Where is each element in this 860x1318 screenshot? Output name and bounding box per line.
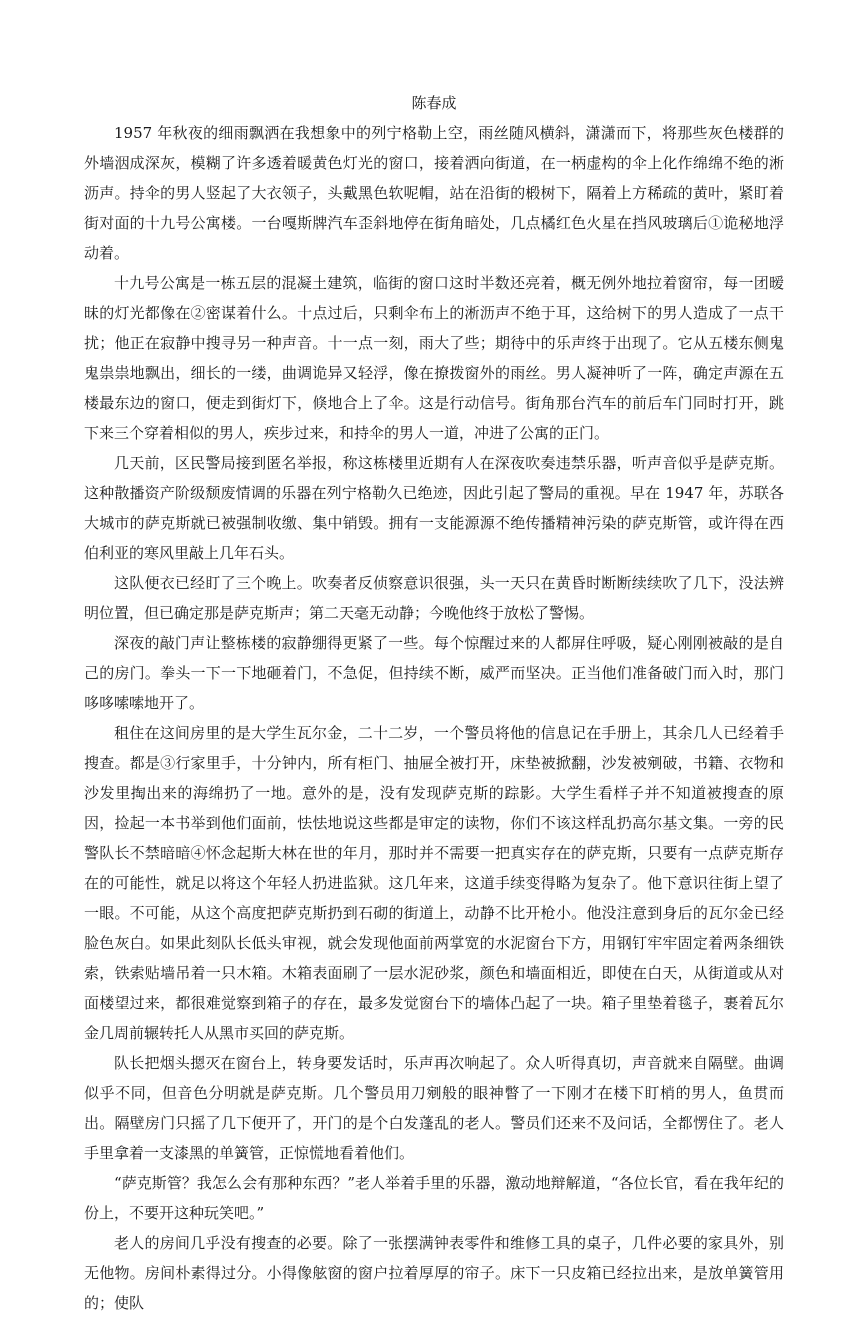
paragraph-4: 这队便衣已经盯了三个晚上。吹奏者反侦察意识很强，头一天只在黄昏时断断续续吹了几下，没法辨明位置，但已确定那是萨克斯声；第二天毫无动静；今晚他终于放松了警惕。	[84, 574, 784, 622]
paragraph-8: “萨克斯管？我怎么会有那种东西？”老人举着手里的乐器，激动地辩解道，“各位长官，看在我年纪的份上，不要开这种玩笑吧。”	[84, 1174, 784, 1222]
paragraph-1: 1957 年秋夜的细雨飘洒在我想象中的列宁格勒上空，雨丝随风横斜，潇潇而下，将那些灰色楼群的外墙洇成深灰，模糊了许多透着暖黄色灯光的窗口，接着洒向街道，在一柄虚构的伞上化作绵绵不绝的淅沥声。持伞的男人竖起了大衣领子，头戴黑色软呢帽，站在沿街的椴树下，隔着上方稀疏的黄叶，紧盯着街对面的十九号公寓楼。一台嘎斯牌汽车歪斜地停在街角暗处，几点橘红色火星在挡风玻璃后①诡秘地浮动着。	[84, 124, 784, 262]
paragraph-9: 老人的房间几乎没有搜查的必要。除了一张摆满钟表零件和维修工具的桌子，几件必要的家具外，别无他物。房间朴素得过分。小得像舷窗的窗户拉着厚厚的帘子。床下一只皮箱已经拉出来，是放单簧管用的；使队	[84, 1234, 784, 1312]
paragraph-7: 队长把烟头摁灭在窗台上，转身要发话时，乐声再次响起了。众人听得真切，声音就来自隔壁。曲调似乎不同，但音色分明就是萨克斯。几个警员用刀剜般的眼神瞥了一下刚才在楼下盯梢的男人，鱼贯而出。隔壁房门只摇了几下便开了，开门的是个白发蓬乱的老人。警员们还来不及问话，全都愣住了。老人手里拿着一支漆黑的单簧管，正惊慌地看着他们。	[84, 1054, 784, 1162]
paragraph-2: 十九号公寓是一栋五层的混凝土建筑，临街的窗口这时半数还亮着，概无例外地拉着窗帘，每一团暧昧的灯光都像在②密谋着什么。十点过后，只剩伞布上的淅沥声不绝于耳，这给树下的男人造成了一点干扰；他正在寂静中搜寻另一种声音。十一点一刻，雨大了些；期待中的乐声终于出现了。它从五楼东侧鬼鬼祟祟地飘出，细长的一缕，曲调诡异又轻浮，像在撩拨窗外的雨丝。男人凝神听了一阵，确定声源在五楼最东边的窗口，便走到街灯下，倏地合上了伞。这是行动信号。街角那台汽车的前后车门同时打开，跳下来三个穿着相似的男人，疾步过来，和持伞的男人一道，冲进了公寓的正门。	[84, 274, 784, 442]
paragraph-6: 租住在这间房里的是大学生瓦尔金，二十二岁，一个警员将他的信息记在手册上，其余几人已经着手搜查。都是③行家里手，十分钟内，所有柜门、抽屉全被打开，床垫被掀翻，沙发被剜破，书籍、衣物和沙发里掏出来的海绵扔了一地。意外的是，没有发现萨克斯的踪影。大学生看样子并不知道被搜查的原因，捡起一本书举到他们面前，怯怯地说这些都是审定的读物，你们不该这样乱扔高尔基文集。一旁的民警队长不禁暗暗④怀念起斯大林在世的年月，那时并不需要一把真实存在的萨克斯，只要有一点萨克斯存在的可能性，就足以将这个年轻人扔进监狱。这几年来，这道手续变得略为复杂了。他下意识往街上望了一眼。不可能，从这个高度把萨克斯扔到石砌的街道上，动静不比开枪小。他没注意到身后的瓦尔金已经脸色灰白。如果此刻队长低头审视，就会发现他面前两掌宽的水泥窗台下方，用钢钉牢牢固定着两条细铁索，铁索贴墙吊着一只木箱。木箱表面刷了一层水泥砂浆，颜色和墙面相近，即使在白天，从街道或从对面楼望过来，都很难觉察到箱子的存在，最多发觉窗台下的墙体凸起了一块。箱子里垫着毯子，裹着瓦尔金几周前辗转托人从黑市买回的萨克斯。	[84, 724, 784, 1042]
paragraph-5: 深夜的敲门声让整栋楼的寂静绷得更紧了一些。每个惊醒过来的人都屏住呼吸，疑心刚刚被敲的是自己的房门。拳头一下一下地砸着门，不急促，但持续不断，威严而坚决。正当他们准备破门而入时，那门哆哆嗦嗦地开了。	[84, 634, 784, 712]
document-page	[84, 88, 784, 1318]
paragraph-3: 几天前，区民警局接到匿名举报，称这栋楼里近期有人在深夜吹奏违禁乐器，听声音似乎是萨克斯。这种散播资产阶级颓废情调的乐器在列宁格勒久已绝迹，因此引起了警局的重视。早在 1947 年，苏联各大城市的萨克斯就已被强制收缴、集中销毁。拥有一支能源源不绝传播精神污染的萨克斯管，或许得在西伯利亚的寒风里敲上几年石头。	[84, 454, 784, 562]
author-name: 陈春成	[411, 94, 457, 112]
